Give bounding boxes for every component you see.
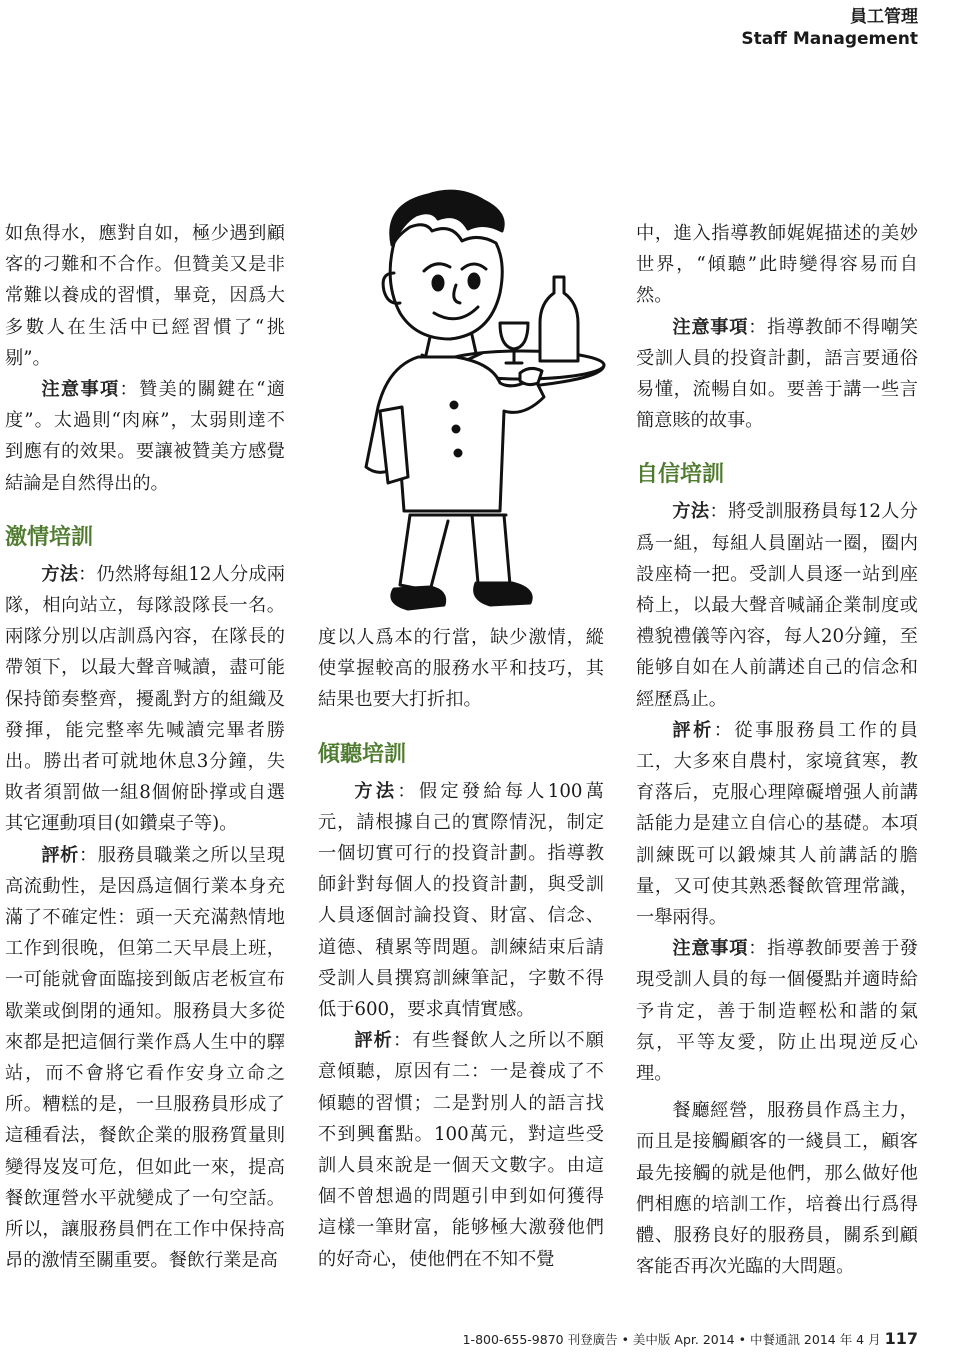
analysis-paragraph (636, 715, 918, 933)
method-paragraph (636, 496, 918, 714)
note-label: 注意事項 (672, 316, 749, 338)
article-column-3 (636, 218, 918, 1283)
method-text: ：假定發給每人100萬元，請根據自己的實際情況，制定一個切實可行的投資計劃。指導教師針對每個人的投資計劃，與受訓人員逐個討論投資、財富、信念、道德、積累等問題。訓練結束后請受訓人員撰寫訓練筆記，字數不得低于600，要求真情實感。 (318, 780, 604, 1021)
section-title-cn: 員工管理 (850, 7, 918, 27)
note-label: 注意事項 (41, 379, 120, 401)
footer-text: 1-800-655-9870 刊登廣告 • 美中版 Apr. 2014 • 中餐通訊 2014 年 4 月 (462, 1332, 881, 1347)
section-title-en: Staff Management (741, 29, 918, 49)
method-text: ：將受訓服務員每12人分爲一組，每組人員圍站一圈，圈内設座椅一把。受訓人員逐一站到座椅上，以最大聲音喊誦企業制度或禮貌禮儀等內容，每人20分鐘，至能够自如在人前講述自己的信念和經歷爲止。 (636, 501, 918, 710)
note-text: ：指導教師要善于發現受訓人員的每一個優點并適時給予肯定，善于制造輕松和諧的氣氛，平等友愛，防止出現逆反心理。 (636, 938, 918, 1085)
note-text: ：指導教師不得嘲笑受訓人員的投資計劃，語言要通俗易懂，流暢自如。要善于講一些言簡意賅的故事。 (636, 316, 918, 432)
method-label: 方法 (41, 563, 79, 585)
analysis-text: ：有些餐飲人之所以不願意傾聽，原因有二：一是養成了不傾聽的習慣；二是對別人的語言找不到興奮點。100萬元，對這些受訓人員來說是一個天文數字。由這個不曾想過的問題引申到如何獲得這樣一筆財富，能够極大激發他們的好奇心，使他們在不知不覺 (318, 1030, 604, 1270)
article-column-1 (5, 218, 285, 1277)
section-heading-listening: 傾聽培訓 (318, 741, 407, 767)
analysis-text: ：從事服務員工作的員工，大多來自農村，家境貧寒，教育落后，克服心理障礙增强人前講話能力是建立自信心的基礎。本項訓練既可以鍛煉其人前講話的膽量，又可使其熟悉餐飲管理常識，一舉兩得。 (636, 719, 918, 929)
note-paragraph (5, 374, 285, 499)
paragraph: 中，進入指導教師娓娓描述的美妙世界，“傾聽”此時變得容易而自然。 (636, 223, 918, 307)
method-paragraph (318, 776, 604, 1026)
note-paragraph (636, 312, 918, 437)
analysis-paragraph (318, 1025, 604, 1275)
method-text: ：仍然將每組12人分成兩隊，相向站立，每隊設隊長一名。兩隊分別以店訓爲內容，在隊長的帶領下，以最大聲音喊讀，盡可能保持節奏整齊，擾亂對方的組織及發揮，能完整率先喊讀完畢者勝出。勝出者可就地休息3分鐘，失敗者須罰做一組8個俯卧撑或自選其它運動項目(如鑽桌子等)。 (5, 563, 285, 835)
analysis-paragraph (5, 840, 285, 1277)
method-label: 方法 (354, 780, 398, 802)
page-footer (440, 1329, 918, 1348)
article-column-2 (318, 622, 604, 1275)
analysis-label: 評析 (354, 1030, 393, 1052)
note-label: 注意事項 (672, 938, 749, 960)
note-paragraph (636, 933, 918, 1089)
paragraph: 如魚得水，應對自如，極少遇到顧客的刁難和不合作。但贊美又是非常難以養成的習慣，畢竟，因爲大多數人在生活中已經習慣了“挑剔”。 (5, 223, 285, 369)
page-number: 117 (884, 1329, 918, 1348)
waiter-illustration (322, 185, 614, 617)
closing-paragraph: 餐廳經營，服務員作爲主力，而且是接觸顧客的一綫員工，顧客最先接觸的就是他們，那么做好他們相應的培訓工作，培養出行爲得體、服務良好的服務員，關系到顧客能否再次光臨的大問題。 (636, 1100, 918, 1278)
analysis-label: 評析 (672, 719, 714, 741)
analysis-text: ：服務員職業之所以呈現高流動性，是因爲這個行業本身充滿了不確定性：頭一天充滿熱情地工作到很晚，但第二天早晨上班，一可能就會面臨接到飯店老板宣布歇業或倒閉的通知。服務員大多從來都是把這個行業作爲人生中的驛站，而不會將它看作安身立命之所。糟糕的是，一旦服務員形成了這種看法，餐飲企業的服務質量則變得岌岌可危，但如此一來，提高餐飲運營水平就變成了一句空話。所以，讓服務員們在工作中保持高昂的激情至關重要。餐飲行業是高 (5, 844, 285, 1272)
section-heading-passion: 激情培訓 (5, 524, 94, 550)
section-header (741, 6, 918, 50)
method-label: 方法 (672, 501, 710, 523)
paragraph: 度以人爲本的行當，缺少激情，縱使掌握較高的服務水平和技巧，其結果也要大打折扣。 (318, 627, 604, 711)
analysis-label: 評析 (41, 844, 79, 866)
method-paragraph (5, 559, 285, 840)
note-text: ：贊美的關鍵在“適度”。太過則“肉麻”，太弱則達不到應有的效果。要讓被贊美方感覺結論是自然得出的。 (5, 379, 285, 494)
section-heading-confidence: 自信培訓 (636, 462, 725, 488)
